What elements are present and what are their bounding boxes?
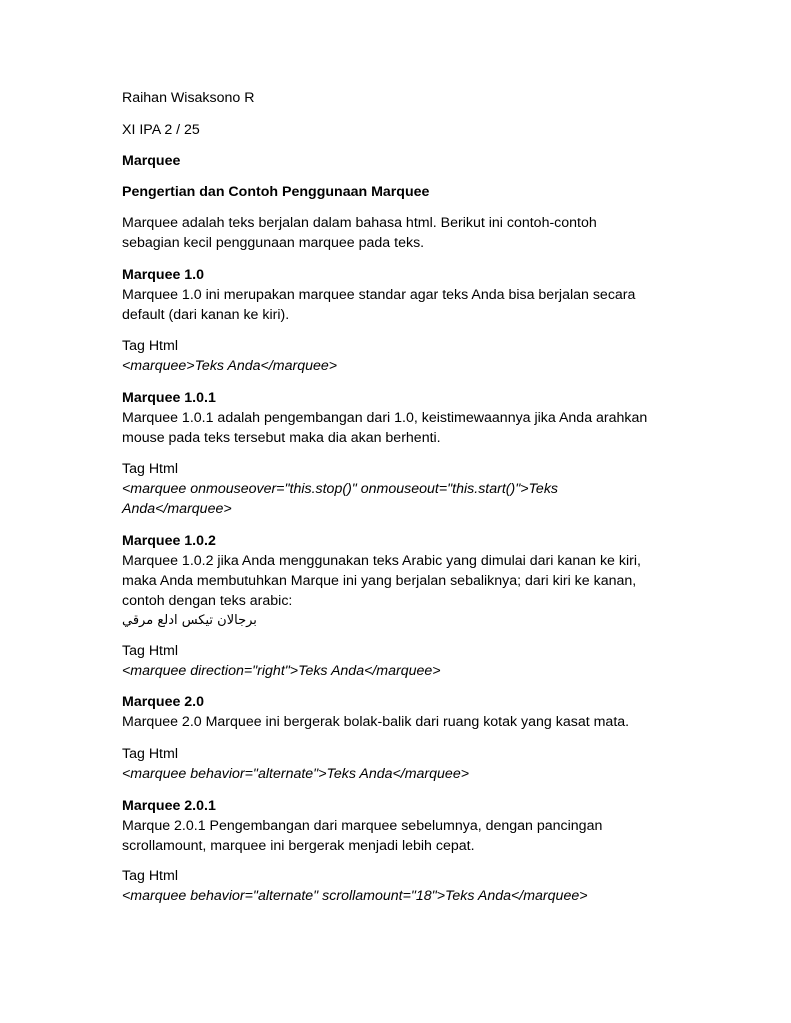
code-snippet: <marquee direction="right">Teks Anda</marquee>	[122, 663, 441, 679]
tag-label: Tag Html	[122, 643, 178, 659]
code-snippet: Anda</marquee>	[122, 501, 232, 517]
tag-label: Tag Html	[122, 338, 178, 354]
arabic-sample-text: برجالان تيكس ادلع مرقي	[122, 613, 257, 628]
code-snippet: <marquee onmouseover="this.stop()" onmouseout="this.start()">Teks	[122, 481, 559, 497]
intro-paragraph: Marquee adalah teks berjalan dalam bahasa html. Berikut ini contoh-contoh sebagian kecil penggunaan marquee pada teks.	[122, 215, 597, 251]
section-marquee-2-0-1-code	[122, 866, 682, 906]
author-name: Raihan Wisaksono R	[122, 90, 255, 106]
section-desc: mouse pada teks tersebut maka dia akan berhenti.	[122, 430, 441, 446]
class-info: XI IPA 2 / 25	[122, 122, 200, 138]
topic-title: Marquee	[122, 153, 181, 169]
section-desc: Marque 2.0.1 Pengembangan dari marquee sebelumnya, dengan pancingan	[122, 818, 603, 834]
section-heading: Marquee 2.0.1	[122, 798, 216, 814]
section-marquee-1-0-2-code	[122, 641, 682, 681]
section-marquee-2-0	[122, 692, 682, 732]
document-subtitle: Pengertian dan Contoh Penggunaan Marquee	[122, 184, 430, 200]
section-marquee-1-0	[122, 265, 682, 325]
section-desc: maka Anda membutuhkan Marque ini yang berjalan sebaliknya; dari kiri ke kanan,	[122, 573, 637, 589]
tag-label: Tag Html	[122, 461, 178, 477]
tag-label: Tag Html	[122, 868, 178, 884]
section-desc: default (dari kanan ke kiri).	[122, 307, 290, 323]
section-marquee-1-0-2	[122, 531, 682, 631]
section-marquee-1-0-1-code	[122, 459, 682, 519]
section-heading: Marquee 1.0	[122, 267, 205, 283]
section-desc: Marquee 1.0.2 jika Anda menggunakan teks Arabic yang dimulai dari kanan ke kiri,	[122, 553, 641, 569]
code-snippet: <marquee>Teks Anda</marquee>	[122, 358, 338, 374]
section-marquee-1-0-1	[122, 388, 682, 448]
section-desc: Marquee 1.0.1 adalah pengembangan dari 1.0, keistimewaannya jika Anda arahkan	[122, 410, 648, 426]
section-marquee-1-0-code	[122, 336, 682, 376]
section-marquee-2-0-1	[122, 796, 682, 856]
section-heading: Marquee 2.0	[122, 694, 205, 710]
section-desc: Marquee 2.0 Marquee ini bergerak bolak-balik dari ruang kotak yang kasat mata.	[122, 714, 630, 730]
code-snippet: <marquee behavior="alternate">Teks Anda</marquee>	[122, 766, 469, 782]
section-marquee-2-0-code	[122, 744, 682, 784]
section-desc: scrollamount, marquee ini bergerak menjadi lebih cepat.	[122, 838, 475, 854]
section-desc: contoh dengan teks arabic:	[122, 593, 293, 609]
section-heading: Marquee 1.0.1	[122, 390, 216, 406]
tag-label: Tag Html	[122, 746, 178, 762]
section-desc: Marquee 1.0 ini merupakan marquee standar agar teks Anda bisa berjalan secara	[122, 287, 636, 303]
code-snippet: <marquee behavior="alternate" scrollamount="18">Teks Anda</marquee>	[122, 888, 588, 904]
section-heading: Marquee 1.0.2	[122, 533, 216, 549]
